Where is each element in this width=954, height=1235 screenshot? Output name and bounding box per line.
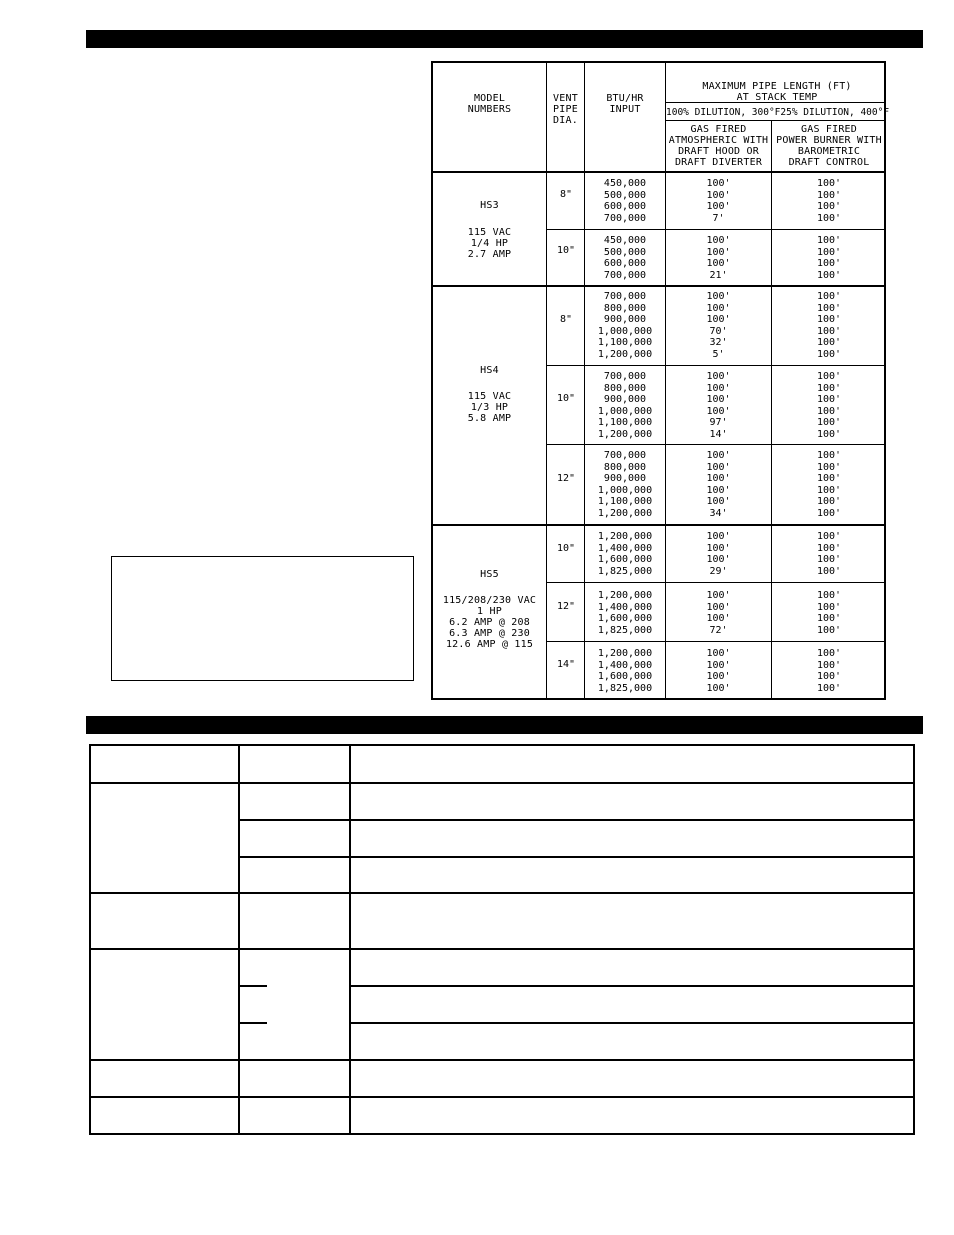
atmospheric-lengths: 100' 100' 100' 7' <box>706 178 731 224</box>
model-name-hs3: HS3 <box>480 200 499 211</box>
vent-size: 10" <box>556 245 576 256</box>
power-burner-lengths: 100' 100' 100' 100' <box>816 531 842 577</box>
atmospheric-lengths: 100' 100' 100' 29' <box>706 531 731 577</box>
power-burner-lengths: 100' 100' 100' 100' 100' 100' <box>816 450 842 519</box>
vent-size: 12" <box>556 601 576 612</box>
size-separator <box>546 582 884 583</box>
table-col-divider <box>546 63 547 698</box>
model-separator <box>433 524 884 526</box>
grid-row-divider <box>351 985 913 987</box>
vent-size: 12" <box>556 473 576 484</box>
grid-row-divider <box>91 948 913 950</box>
size-separator <box>546 365 884 366</box>
table-header-bottom <box>433 171 884 173</box>
grid-row-divider <box>91 892 913 894</box>
grid-row-divider-stub <box>240 1022 267 1024</box>
vent-size: 8" <box>559 189 573 200</box>
header-vent-pipe-dia: VENT PIPE DIA. <box>553 93 578 126</box>
atmospheric-lengths: 100' 100' 100' 72' <box>706 590 731 636</box>
model-specs-hs4: 115 VAC 1/3 HP 5.8 AMP <box>467 391 512 424</box>
size-separator <box>546 229 884 230</box>
btu-values: 1,200,000 1,400,000 1,600,000 1,825,000 <box>597 648 653 694</box>
grid-row-divider <box>351 1022 913 1024</box>
note-box <box>111 556 414 681</box>
btu-values: 700,000 800,000 900,000 1,000,000 1,100,000 1,200,000 <box>597 291 653 360</box>
atmospheric-lengths: 100' 100' 100' 21' <box>706 235 731 281</box>
vent-size: 8" <box>559 314 573 325</box>
section-header-bar-middle <box>86 716 923 734</box>
vent-size: 10" <box>556 543 576 554</box>
header-dilution: 100% DILUTION, 300°F25% DILUTION, 400°F <box>666 107 890 118</box>
grid-row-divider <box>91 1096 913 1098</box>
header-btu-input: BTU/HR INPUT <box>606 93 644 115</box>
power-burner-lengths: 100' 100' 100' 100' <box>816 648 842 694</box>
atmospheric-lengths: 100' 100' 100' 100' <box>706 648 731 694</box>
btu-values: 700,000 800,000 900,000 1,000,000 1,100,000 1,200,000 <box>597 371 653 440</box>
btu-values: 450,000 500,000 600,000 700,000 <box>603 235 647 281</box>
grid-row-divider <box>240 856 913 858</box>
grid-row-divider <box>240 819 913 821</box>
model-name-hs4: HS4 <box>480 365 499 376</box>
vent-size: 14" <box>556 659 576 670</box>
power-burner-lengths: 100' 100' 100' 100' 100' 100' <box>816 371 842 440</box>
grid-row-divider <box>91 1059 913 1061</box>
size-separator <box>546 641 884 642</box>
btu-values: 450,000 500,000 600,000 700,000 <box>603 178 647 224</box>
header-gas-atmospheric: GAS FIRED ATMOSPHERIC WITH DRAFT HOOD OR DRAFT DIVERTER <box>668 124 769 168</box>
power-burner-lengths: 100' 100' 100' 100' 100' 100' <box>816 291 842 360</box>
vent-pipe-length-table <box>431 61 890 700</box>
power-burner-lengths: 100' 100' 100' 100' <box>816 178 842 224</box>
grid-row-divider-stub <box>240 985 267 987</box>
model-name-hs5: HS5 <box>480 569 499 580</box>
atmospheric-lengths: 100' 100' 100' 100' 97' 14' <box>706 371 731 440</box>
atmospheric-lengths: 100' 100' 100' 70' 32' 5' <box>706 291 731 360</box>
table-header-divider <box>665 120 884 121</box>
btu-values: 1,200,000 1,400,000 1,600,000 1,825,000 <box>597 590 653 636</box>
size-separator <box>546 444 884 445</box>
grid-row-divider <box>91 782 913 784</box>
section-header-bar-top <box>86 30 923 48</box>
header-gas-power-burner: GAS FIRED POWER BURNER WITH BAROMETRIC DRAFT CONTROL <box>776 124 882 168</box>
model-specs-hs3: 115 VAC 1/4 HP 2.7 AMP <box>467 227 512 260</box>
model-specs-hs5: 115/208/230 VAC 1 HP 6.2 AMP @ 208 6.3 AMP @ 230 12.6 AMP @ 115 <box>442 595 537 650</box>
grid-col-divider <box>349 746 351 1133</box>
power-burner-lengths: 100' 100' 100' 100' <box>816 235 842 281</box>
specification-grid <box>89 744 915 1135</box>
header-max-pipe-length: MAXIMUM PIPE LENGTH (FT) AT STACK TEMP <box>702 81 852 103</box>
power-burner-lengths: 100' 100' 100' 100' <box>816 590 842 636</box>
btu-values: 700,000 800,000 900,000 1,000,000 1,100,000 1,200,000 <box>597 450 653 519</box>
atmospheric-lengths: 100' 100' 100' 100' 100' 34' <box>706 450 731 519</box>
header-model-numbers: MODEL NUMBERS <box>467 93 512 115</box>
grid-col-divider <box>238 746 240 1133</box>
vent-size: 10" <box>556 393 576 404</box>
btu-values: 1,200,000 1,400,000 1,600,000 1,825,000 <box>597 531 653 577</box>
model-separator <box>433 285 884 287</box>
